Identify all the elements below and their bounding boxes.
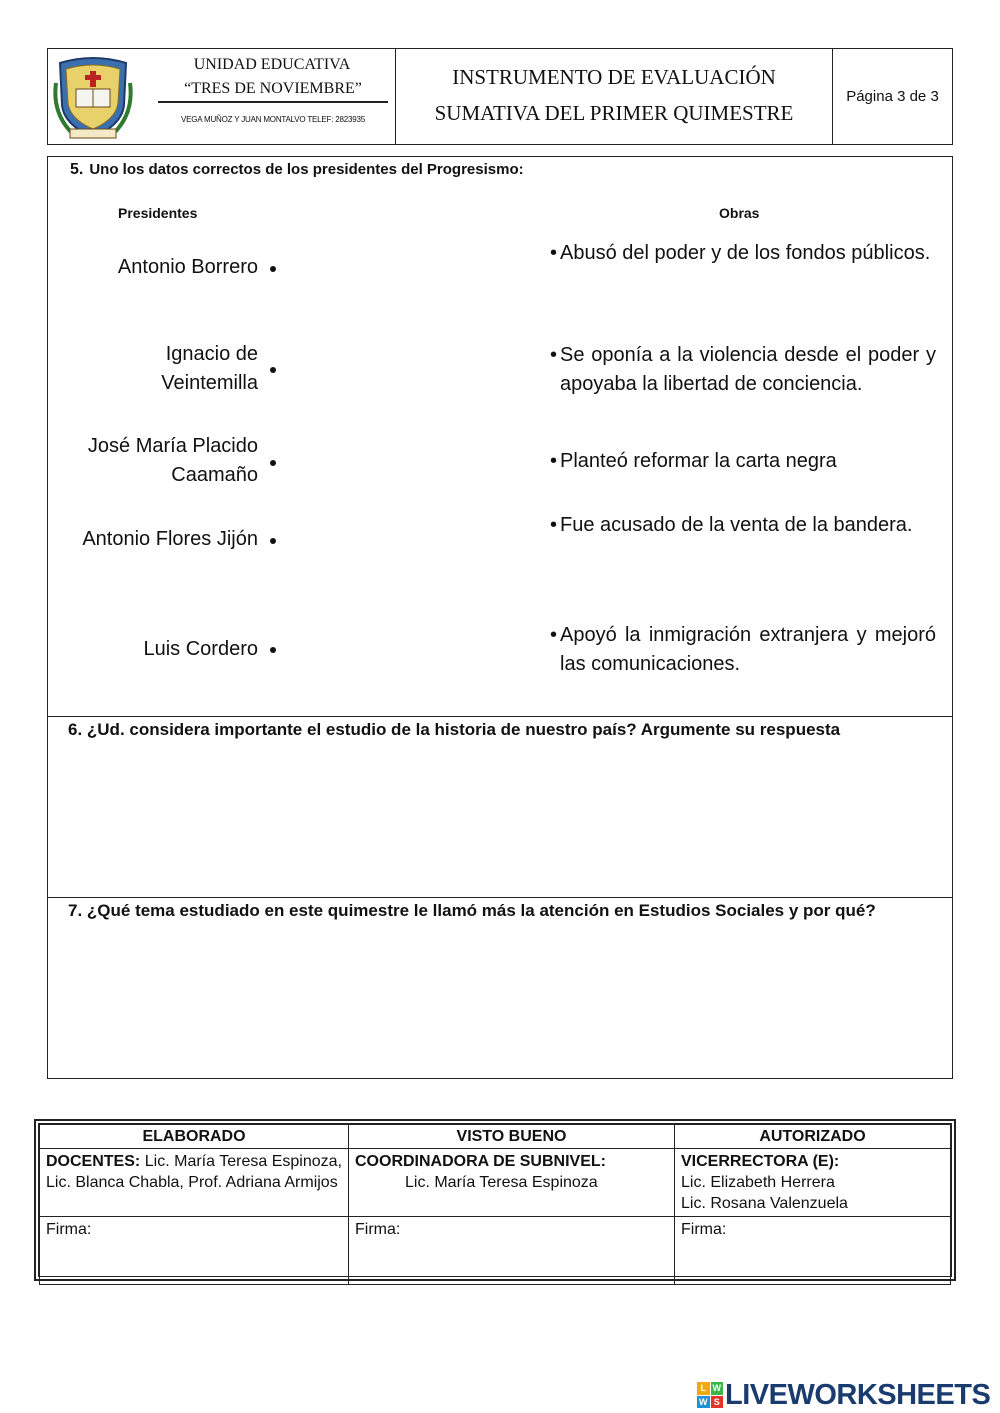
work-item[interactable] [550,621,936,679]
work-item[interactable] [550,447,936,476]
school-info [48,49,396,144]
match-dot-left[interactable] [270,367,276,373]
work-item[interactable] [550,511,936,540]
autorizado-header: AUTORIZADO [675,1125,951,1149]
docentes-names: Lic. María Teresa Espinoza, Lic. Blanca Chabla, Prof. Adriana Armijos [46,1153,342,1191]
docentes-cell [40,1149,349,1217]
work-item[interactable] [550,239,936,268]
document-header [47,48,953,145]
firma-autorizado[interactable]: Firma: [675,1217,951,1285]
vicerrectora-cell [675,1149,951,1217]
icon-letter: W [699,1396,708,1407]
firma-elaborado[interactable]: Firma: [40,1217,349,1285]
work-text: Apoyó la inmigración extranjera y mejoró las comunicaciones. [560,624,936,675]
works-column-header: Obras [719,205,760,221]
question-6-text: 6. ¿Ud. considera importante el estudio de la historia de nuestro país? Argumente su respuesta [68,720,841,739]
work-text: Abusó del poder y de los fondos públicos. [560,242,931,264]
icon-letter: S [711,1396,724,1409]
school-address: VEGA MUÑOZ Y JUAN MONTALVO TELEF: 2823935 [180,115,365,124]
work-item[interactable] [550,341,936,399]
coordinadora-cell [349,1149,675,1217]
visto-bueno-header: VISTO BUENO [349,1125,675,1149]
match-dot-left[interactable] [270,538,276,544]
icon-letter: L [697,1382,710,1395]
match-dot-left[interactable] [270,266,276,272]
title-line1: INSTRUMENTO DE EVALUACIÓN [452,65,776,89]
president-item[interactable]: Antonio Flores Jijón [82,528,258,550]
elaborado-header: ELABORADO [40,1125,349,1149]
question-7-text: 7. ¿Qué tema estudiado en este quimestre le llamó más la atención en Estudios Sociales y por qué? [68,901,876,920]
presidents-column-header: Presidentes [118,205,198,221]
match-dot-left[interactable] [270,460,276,466]
liveworksheets-brand: LIVEWORKSHEETS [725,1378,991,1411]
question-5-text: Uno los datos correctos de los presidentes del Progresismo: [89,161,524,178]
match-dot-right[interactable]: • [550,344,558,366]
school-name [158,53,386,103]
document-title [396,49,833,144]
coordinadora-label: COORDINADORA DE SUBNIVEL: [355,1153,606,1170]
docentes-label: DOCENTES: [46,1153,141,1170]
match-dot-right[interactable]: • [550,242,558,264]
question-5-number: 5. [70,161,84,178]
match-dot-left[interactable] [270,647,276,653]
match-dot-right[interactable]: • [550,450,558,472]
liveworksheets-logo[interactable] [697,1379,990,1411]
firma-visto-bueno[interactable]: Firma: [349,1217,675,1285]
work-text: Se oponía a la violencia desde el poder y apoyaba la libertad de conciencia. [560,344,936,395]
president-item[interactable]: Ignacio de Veintemilla [161,343,258,394]
questions-box [47,156,953,1079]
question-7 [48,898,952,1078]
work-text: Planteó reformar la carta negra [560,450,837,472]
school-crest-logo [52,53,134,141]
vicerrectora-name: Lic. Rosana Valenzuela [681,1195,848,1212]
vicerrectora-name: Lic. Elizabeth Herrera [681,1174,835,1191]
president-item[interactable]: José María Placido Caamaño [87,435,258,486]
vicerrectora-label: VICERRECTORA (E): [681,1153,840,1170]
page-number: Página 3 de 3 [846,88,939,105]
question-5 [48,157,952,717]
president-item[interactable]: Antonio Borrero [117,256,258,278]
school-name-line2: “TRES DE NOVIEMBRE” [158,77,388,103]
signature-table [34,1119,956,1281]
president-item[interactable]: Luis Cordero [143,638,258,660]
match-dot-right[interactable]: • [550,624,558,646]
question-5-title [70,161,524,179]
question-6 [48,717,952,898]
coordinadora-name: Lic. María Teresa Espinoza [405,1174,598,1191]
match-dot-right[interactable]: • [550,514,558,536]
icon-letter: W [712,1383,721,1393]
liveworksheets-icon [697,1382,723,1408]
school-name-line1: UNIDAD EDUCATIVA [193,56,351,73]
work-text: Fue acusado de la venta de la bandera. [560,514,913,536]
title-line2: SUMATIVA DEL PRIMER QUIMESTRE [434,101,794,125]
